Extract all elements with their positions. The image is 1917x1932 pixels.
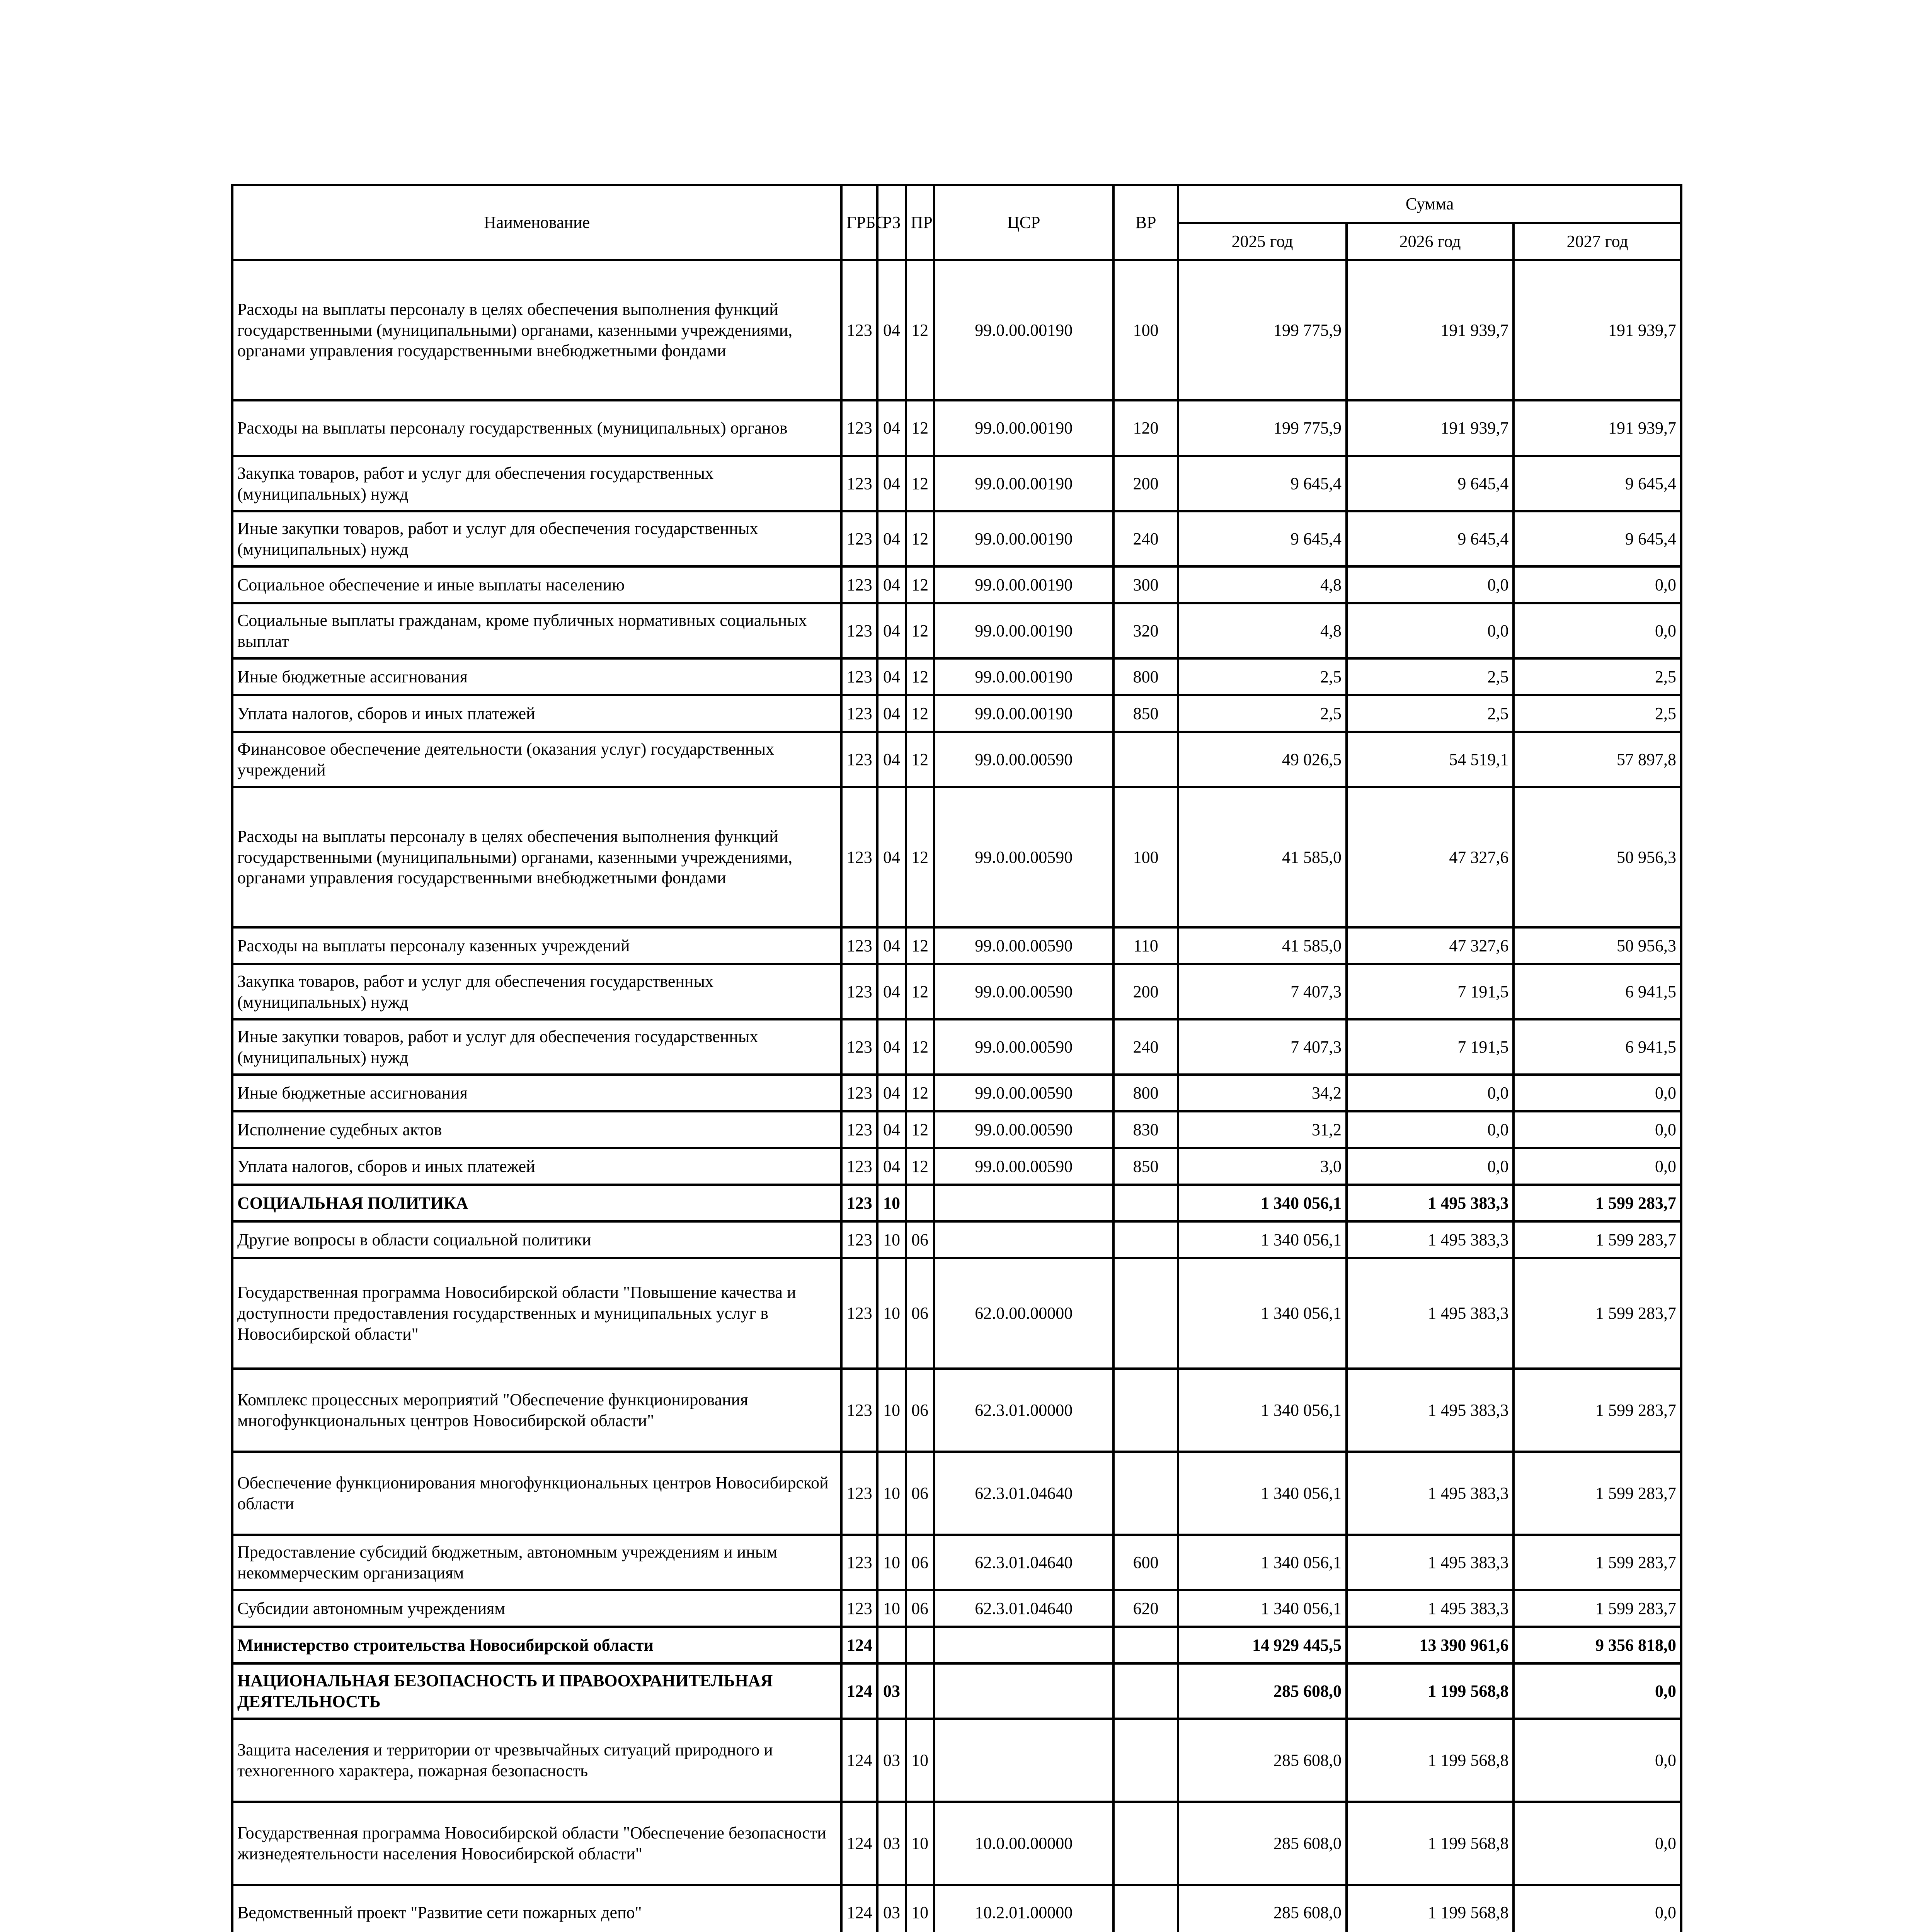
row-sum-2026: 13 390 961,6 — [1347, 1627, 1514, 1663]
row-rz: 03 — [877, 1802, 906, 1885]
row-pr: 12 — [906, 456, 934, 511]
row-grbs: 123 — [841, 566, 877, 603]
row-sum-2025: 41 585,0 — [1178, 787, 1347, 927]
row-pr: 06 — [906, 1452, 934, 1535]
row-pr: 06 — [906, 1590, 934, 1627]
row-sum-2025: 199 775,9 — [1178, 260, 1347, 400]
row-name: Иные закупки товаров, работ и услуг для обеспечения государственных (муниципальных) нужд — [232, 1019, 841, 1075]
row-rz: 10 — [877, 1258, 906, 1369]
row-sum-2026: 7 191,5 — [1347, 1019, 1514, 1075]
row-pr: 12 — [906, 566, 934, 603]
row-pr: 10 — [906, 1802, 934, 1885]
row-name: Предоставление субсидий бюджетным, автономным учреждениям и иным некоммерческим организациям — [232, 1535, 841, 1590]
row-name: Иные бюджетные ассигнования — [232, 658, 841, 695]
row-vr: 120 — [1113, 400, 1178, 456]
row-pr: 12 — [906, 260, 934, 400]
row-grbs: 123 — [841, 1535, 877, 1590]
row-rz: 10 — [877, 1185, 906, 1221]
row-sum-2025: 285 608,0 — [1178, 1885, 1347, 1932]
row-sum-2026: 191 939,7 — [1347, 260, 1514, 400]
row-rz: 10 — [877, 1590, 906, 1627]
row-name: Государственная программа Новосибирской области "Повышение качества и доступности предоставления государственных и муниципальных услуг в Новосибирской области" — [232, 1258, 841, 1369]
row-name: Государственная программа Новосибирской области "Обеспечение безопасности жизнедеятельности населения Новосибирской области" — [232, 1802, 841, 1885]
row-pr: 12 — [906, 964, 934, 1019]
row-vr — [1113, 732, 1178, 787]
row-name: СОЦИАЛЬНАЯ ПОЛИТИКА — [232, 1185, 841, 1221]
row-sum-2026: 1 199 568,8 — [1347, 1719, 1514, 1802]
row-rz: 10 — [877, 1452, 906, 1535]
row-grbs: 123 — [841, 1019, 877, 1075]
row-sum-2025: 1 340 056,1 — [1178, 1258, 1347, 1369]
row-pr: 06 — [906, 1258, 934, 1369]
table-row — [232, 1535, 1681, 1590]
row-name: Расходы на выплаты персоналу казенных учреждений — [232, 927, 841, 964]
row-sum-2027: 0,0 — [1514, 1719, 1681, 1802]
row-csr: 99.0.00.00590 — [934, 1019, 1113, 1075]
row-grbs: 123 — [841, 260, 877, 400]
row-grbs: 123 — [841, 1590, 877, 1627]
row-rz: 10 — [877, 1221, 906, 1258]
row-grbs: 123 — [841, 1075, 877, 1111]
row-grbs: 123 — [841, 1369, 877, 1452]
row-grbs: 123 — [841, 695, 877, 732]
row-csr: 99.0.00.00190 — [934, 695, 1113, 732]
table-row — [232, 787, 1681, 927]
row-rz: 04 — [877, 400, 906, 456]
table-row — [232, 456, 1681, 511]
row-sum-2027: 0,0 — [1514, 603, 1681, 658]
header-rz: РЗ — [877, 185, 906, 260]
row-vr — [1113, 1369, 1178, 1452]
row-sum-2027: 0,0 — [1514, 1148, 1681, 1185]
row-vr: 200 — [1113, 964, 1178, 1019]
row-name: Расходы на выплаты персоналу в целях обеспечения выполнения функций государственными (муниципальными) органами, казенными учреждениями, органами управления государственными внебюджетными фондами — [232, 260, 841, 400]
row-vr — [1113, 1627, 1178, 1663]
table-row — [232, 1148, 1681, 1185]
row-name: Ведомственный проект "Развитие сети пожарных депо" — [232, 1885, 841, 1932]
row-name: Иные закупки товаров, работ и услуг для обеспечения государственных (муниципальных) нужд — [232, 511, 841, 566]
header-pr: ПР — [906, 185, 934, 260]
row-name: Исполнение судебных актов — [232, 1111, 841, 1148]
header-sum: Сумма — [1178, 185, 1681, 223]
row-sum-2026: 1 495 383,3 — [1347, 1369, 1514, 1452]
row-vr — [1113, 1452, 1178, 1535]
row-sum-2027: 1 599 283,7 — [1514, 1185, 1681, 1221]
row-vr — [1113, 1258, 1178, 1369]
table-row — [232, 1627, 1681, 1663]
row-sum-2027: 1 599 283,7 — [1514, 1535, 1681, 1590]
row-sum-2026: 1 495 383,3 — [1347, 1452, 1514, 1535]
row-sum-2027: 0,0 — [1514, 1802, 1681, 1885]
row-rz: 04 — [877, 658, 906, 695]
row-pr: 12 — [906, 787, 934, 927]
row-csr: 99.0.00.00590 — [934, 787, 1113, 927]
row-sum-2026: 47 327,6 — [1347, 927, 1514, 964]
row-sum-2026: 1 199 568,8 — [1347, 1663, 1514, 1719]
row-rz: 04 — [877, 260, 906, 400]
row-grbs: 124 — [841, 1885, 877, 1932]
row-csr: 99.0.00.00190 — [934, 566, 1113, 603]
row-name: Расходы на выплаты персоналу государственных (муниципальных) органов — [232, 400, 841, 456]
row-grbs: 123 — [841, 400, 877, 456]
row-sum-2026: 1 495 383,3 — [1347, 1258, 1514, 1369]
row-csr: 62.3.01.04640 — [934, 1535, 1113, 1590]
row-grbs: 124 — [841, 1802, 877, 1885]
row-rz: 04 — [877, 695, 906, 732]
row-csr: 99.0.00.00190 — [934, 603, 1113, 658]
row-name: Субсидии автономным учреждениям — [232, 1590, 841, 1627]
budget-table — [231, 184, 1682, 1932]
row-rz — [877, 1627, 906, 1663]
table-row — [232, 1258, 1681, 1369]
row-pr: 12 — [906, 927, 934, 964]
row-name: Обеспечение функционирования многофункциональных центров Новосибирской области — [232, 1452, 841, 1535]
row-sum-2026: 1 495 383,3 — [1347, 1185, 1514, 1221]
row-csr: 10.2.01.00000 — [934, 1885, 1113, 1932]
row-sum-2027: 9 356 818,0 — [1514, 1627, 1681, 1663]
row-csr — [934, 1221, 1113, 1258]
row-csr: 99.0.00.00590 — [934, 964, 1113, 1019]
table-row — [232, 732, 1681, 787]
row-sum-2027: 1 599 283,7 — [1514, 1452, 1681, 1535]
row-csr: 99.0.00.00590 — [934, 732, 1113, 787]
row-grbs: 123 — [841, 1452, 877, 1535]
row-sum-2026: 1 495 383,3 — [1347, 1221, 1514, 1258]
row-sum-2027: 191 939,7 — [1514, 400, 1681, 456]
row-pr: 06 — [906, 1369, 934, 1452]
row-pr — [906, 1663, 934, 1719]
table-row — [232, 260, 1681, 400]
row-sum-2027: 191 939,7 — [1514, 260, 1681, 400]
row-sum-2025: 2,5 — [1178, 695, 1347, 732]
row-csr: 99.0.00.00590 — [934, 927, 1113, 964]
row-name: Защита населения и территории от чрезвычайных ситуаций природного и техногенного характера, пожарная безопасность — [232, 1719, 841, 1802]
row-vr: 320 — [1113, 603, 1178, 658]
row-pr — [906, 1185, 934, 1221]
row-pr — [906, 1627, 934, 1663]
row-sum-2026: 1 199 568,8 — [1347, 1885, 1514, 1932]
row-grbs: 124 — [841, 1663, 877, 1719]
row-sum-2025: 9 645,4 — [1178, 456, 1347, 511]
row-sum-2025: 1 340 056,1 — [1178, 1185, 1347, 1221]
table-row — [232, 695, 1681, 732]
row-vr: 300 — [1113, 566, 1178, 603]
row-grbs: 123 — [841, 927, 877, 964]
row-sum-2026: 1 199 568,8 — [1347, 1802, 1514, 1885]
row-sum-2025: 4,8 — [1178, 603, 1347, 658]
row-sum-2025: 1 340 056,1 — [1178, 1535, 1347, 1590]
row-pr: 06 — [906, 1221, 934, 1258]
row-sum-2027: 1 599 283,7 — [1514, 1258, 1681, 1369]
row-sum-2027: 0,0 — [1514, 1885, 1681, 1932]
table-row — [232, 1663, 1681, 1719]
row-sum-2025: 3,0 — [1178, 1148, 1347, 1185]
row-name: Закупка товаров, работ и услуг для обеспечения государственных (муниципальных) нужд — [232, 964, 841, 1019]
table-row — [232, 1590, 1681, 1627]
table-row — [232, 658, 1681, 695]
row-csr — [934, 1627, 1113, 1663]
row-rz: 04 — [877, 964, 906, 1019]
row-name: Социальное обеспечение и иные выплаты населению — [232, 566, 841, 603]
row-sum-2027: 1 599 283,7 — [1514, 1221, 1681, 1258]
row-name: Иные бюджетные ассигнования — [232, 1075, 841, 1111]
row-rz: 04 — [877, 1075, 906, 1111]
row-name: Закупка товаров, работ и услуг для обеспечения государственных (муниципальных) нужд — [232, 456, 841, 511]
row-name: Министерство строительства Новосибирской области — [232, 1627, 841, 1663]
row-pr: 12 — [906, 1075, 934, 1111]
row-sum-2027: 6 941,5 — [1514, 1019, 1681, 1075]
header-year-2025: 2025 год — [1178, 223, 1347, 260]
row-sum-2025: 7 407,3 — [1178, 1019, 1347, 1075]
row-rz: 03 — [877, 1663, 906, 1719]
row-vr: 800 — [1113, 1075, 1178, 1111]
row-sum-2026: 1 495 383,3 — [1347, 1535, 1514, 1590]
row-csr: 62.3.01.04640 — [934, 1452, 1113, 1535]
row-vr: 620 — [1113, 1590, 1178, 1627]
row-pr: 12 — [906, 658, 934, 695]
table-row — [232, 1111, 1681, 1148]
row-sum-2027: 6 941,5 — [1514, 964, 1681, 1019]
row-sum-2025: 34,2 — [1178, 1075, 1347, 1111]
row-vr — [1113, 1802, 1178, 1885]
row-grbs: 123 — [841, 658, 877, 695]
row-sum-2026: 0,0 — [1347, 1075, 1514, 1111]
row-grbs: 123 — [841, 511, 877, 566]
row-pr: 06 — [906, 1535, 934, 1590]
row-csr: 99.0.00.00190 — [934, 260, 1113, 400]
row-sum-2026: 0,0 — [1347, 1111, 1514, 1148]
row-pr: 10 — [906, 1719, 934, 1802]
row-grbs: 123 — [841, 787, 877, 927]
table-row — [232, 511, 1681, 566]
row-grbs: 123 — [841, 1258, 877, 1369]
row-rz: 04 — [877, 1148, 906, 1185]
row-name: Уплата налогов, сборов и иных платежей — [232, 1148, 841, 1185]
row-rz: 03 — [877, 1885, 906, 1932]
row-sum-2025: 1 340 056,1 — [1178, 1221, 1347, 1258]
row-csr: 99.0.00.00590 — [934, 1111, 1113, 1148]
row-vr: 600 — [1113, 1535, 1178, 1590]
row-rz: 04 — [877, 1019, 906, 1075]
row-rz: 04 — [877, 732, 906, 787]
row-sum-2027: 9 645,4 — [1514, 511, 1681, 566]
table-row — [232, 566, 1681, 603]
header-name: Наименование — [232, 185, 841, 260]
row-sum-2025: 7 407,3 — [1178, 964, 1347, 1019]
row-sum-2025: 14 929 445,5 — [1178, 1627, 1347, 1663]
row-csr: 99.0.00.00190 — [934, 400, 1113, 456]
table-row — [232, 1719, 1681, 1802]
row-name: НАЦИОНАЛЬНАЯ БЕЗОПАСНОСТЬ И ПРАВООХРАНИТЕЛЬНАЯ ДЕЯТЕЛЬНОСТЬ — [232, 1663, 841, 1719]
row-rz: 04 — [877, 566, 906, 603]
row-rz: 04 — [877, 511, 906, 566]
row-pr: 12 — [906, 1148, 934, 1185]
row-sum-2027: 2,5 — [1514, 695, 1681, 732]
table-row — [232, 1221, 1681, 1258]
table-row — [232, 964, 1681, 1019]
table-row — [232, 1019, 1681, 1075]
row-csr: 99.0.00.00190 — [934, 658, 1113, 695]
table-row — [232, 1802, 1681, 1885]
row-vr: 850 — [1113, 695, 1178, 732]
row-sum-2027: 50 956,3 — [1514, 787, 1681, 927]
row-grbs: 123 — [841, 732, 877, 787]
table-row — [232, 603, 1681, 658]
row-vr — [1113, 1885, 1178, 1932]
row-sum-2027: 9 645,4 — [1514, 456, 1681, 511]
row-rz: 10 — [877, 1369, 906, 1452]
row-vr: 100 — [1113, 260, 1178, 400]
row-pr: 12 — [906, 511, 934, 566]
header-vr: ВР — [1113, 185, 1178, 260]
row-sum-2026: 191 939,7 — [1347, 400, 1514, 456]
table-row — [232, 1452, 1681, 1535]
row-csr: 99.0.00.00190 — [934, 456, 1113, 511]
table-row — [232, 1075, 1681, 1111]
table-body — [232, 260, 1681, 1932]
row-grbs: 123 — [841, 456, 877, 511]
row-csr: 62.3.01.00000 — [934, 1369, 1113, 1452]
row-sum-2027: 0,0 — [1514, 1111, 1681, 1148]
row-csr — [934, 1663, 1113, 1719]
row-grbs: 124 — [841, 1719, 877, 1802]
row-csr: 62.0.00.00000 — [934, 1258, 1113, 1369]
row-sum-2026: 1 495 383,3 — [1347, 1590, 1514, 1627]
row-sum-2025: 9 645,4 — [1178, 511, 1347, 566]
row-sum-2025: 2,5 — [1178, 658, 1347, 695]
row-vr: 200 — [1113, 456, 1178, 511]
row-name: Уплата налогов, сборов и иных платежей — [232, 695, 841, 732]
row-sum-2026: 9 645,4 — [1347, 511, 1514, 566]
row-pr: 12 — [906, 695, 934, 732]
row-sum-2025: 1 340 056,1 — [1178, 1369, 1347, 1452]
row-sum-2025: 49 026,5 — [1178, 732, 1347, 787]
row-sum-2025: 1 340 056,1 — [1178, 1590, 1347, 1627]
table-row — [232, 1185, 1681, 1221]
row-vr: 800 — [1113, 658, 1178, 695]
row-sum-2027: 0,0 — [1514, 1663, 1681, 1719]
row-name: Другие вопросы в области социальной политики — [232, 1221, 841, 1258]
header-grbs: ГРБС — [841, 185, 877, 260]
row-csr — [934, 1719, 1113, 1802]
row-sum-2026: 0,0 — [1347, 603, 1514, 658]
row-sum-2025: 31,2 — [1178, 1111, 1347, 1148]
row-vr: 240 — [1113, 1019, 1178, 1075]
row-sum-2026: 54 519,1 — [1347, 732, 1514, 787]
row-csr: 10.0.00.00000 — [934, 1802, 1113, 1885]
row-csr — [934, 1185, 1113, 1221]
table-row — [232, 400, 1681, 456]
row-sum-2027: 1 599 283,7 — [1514, 1369, 1681, 1452]
row-pr: 10 — [906, 1885, 934, 1932]
row-sum-2025: 285 608,0 — [1178, 1663, 1347, 1719]
row-vr: 850 — [1113, 1148, 1178, 1185]
row-rz: 04 — [877, 787, 906, 927]
row-csr: 99.0.00.00590 — [934, 1075, 1113, 1111]
row-sum-2025: 4,8 — [1178, 566, 1347, 603]
table-row — [232, 1885, 1681, 1932]
row-grbs: 123 — [841, 1111, 877, 1148]
row-rz: 10 — [877, 1535, 906, 1590]
row-pr: 12 — [906, 1019, 934, 1075]
row-grbs: 123 — [841, 1221, 877, 1258]
table-row — [232, 927, 1681, 964]
row-grbs: 124 — [841, 1627, 877, 1663]
row-vr — [1113, 1719, 1178, 1802]
header-csr: ЦСР — [934, 185, 1113, 260]
row-csr: 99.0.00.00590 — [934, 1148, 1113, 1185]
row-sum-2027: 0,0 — [1514, 1075, 1681, 1111]
row-sum-2027: 57 897,8 — [1514, 732, 1681, 787]
row-grbs: 123 — [841, 603, 877, 658]
row-rz: 03 — [877, 1719, 906, 1802]
row-name: Финансовое обеспечение деятельности (оказания услуг) государственных учреждений — [232, 732, 841, 787]
row-rz: 04 — [877, 1111, 906, 1148]
row-sum-2026: 0,0 — [1347, 566, 1514, 603]
row-pr: 12 — [906, 1111, 934, 1148]
row-vr: 830 — [1113, 1111, 1178, 1148]
table-row — [232, 1369, 1681, 1452]
header-year-2026: 2026 год — [1347, 223, 1514, 260]
row-name: Комплекс процессных мероприятий "Обеспечение функционирования многофункциональных центров Новосибирской области" — [232, 1369, 841, 1452]
row-vr — [1113, 1663, 1178, 1719]
row-sum-2025: 199 775,9 — [1178, 400, 1347, 456]
row-sum-2025: 1 340 056,1 — [1178, 1452, 1347, 1535]
row-grbs: 123 — [841, 964, 877, 1019]
row-vr — [1113, 1185, 1178, 1221]
row-grbs: 123 — [841, 1185, 877, 1221]
row-sum-2025: 41 585,0 — [1178, 927, 1347, 964]
row-sum-2026: 9 645,4 — [1347, 456, 1514, 511]
header-year-2027: 2027 год — [1514, 223, 1681, 260]
row-sum-2026: 7 191,5 — [1347, 964, 1514, 1019]
row-rz: 04 — [877, 603, 906, 658]
row-pr: 12 — [906, 400, 934, 456]
row-csr: 62.3.01.04640 — [934, 1590, 1113, 1627]
row-vr: 110 — [1113, 927, 1178, 964]
row-csr: 99.0.00.00190 — [934, 511, 1113, 566]
row-sum-2026: 0,0 — [1347, 1148, 1514, 1185]
row-sum-2027: 50 956,3 — [1514, 927, 1681, 964]
row-rz: 04 — [877, 456, 906, 511]
row-vr: 240 — [1113, 511, 1178, 566]
row-vr: 100 — [1113, 787, 1178, 927]
row-sum-2026: 2,5 — [1347, 695, 1514, 732]
row-sum-2027: 1 599 283,7 — [1514, 1590, 1681, 1627]
row-pr: 12 — [906, 603, 934, 658]
row-name: Расходы на выплаты персоналу в целях обеспечения выполнения функций государственными (муниципальными) органами, казенными учреждениями, органами управления государственными внебюджетными фондами — [232, 787, 841, 927]
row-rz: 04 — [877, 927, 906, 964]
row-name: Социальные выплаты гражданам, кроме публичных нормативных социальных выплат — [232, 603, 841, 658]
row-sum-2026: 2,5 — [1347, 658, 1514, 695]
row-sum-2025: 285 608,0 — [1178, 1802, 1347, 1885]
row-sum-2027: 2,5 — [1514, 658, 1681, 695]
row-sum-2025: 285 608,0 — [1178, 1719, 1347, 1802]
row-pr: 12 — [906, 732, 934, 787]
row-vr — [1113, 1221, 1178, 1258]
row-sum-2026: 47 327,6 — [1347, 787, 1514, 927]
row-sum-2027: 0,0 — [1514, 566, 1681, 603]
row-grbs: 123 — [841, 1148, 877, 1185]
